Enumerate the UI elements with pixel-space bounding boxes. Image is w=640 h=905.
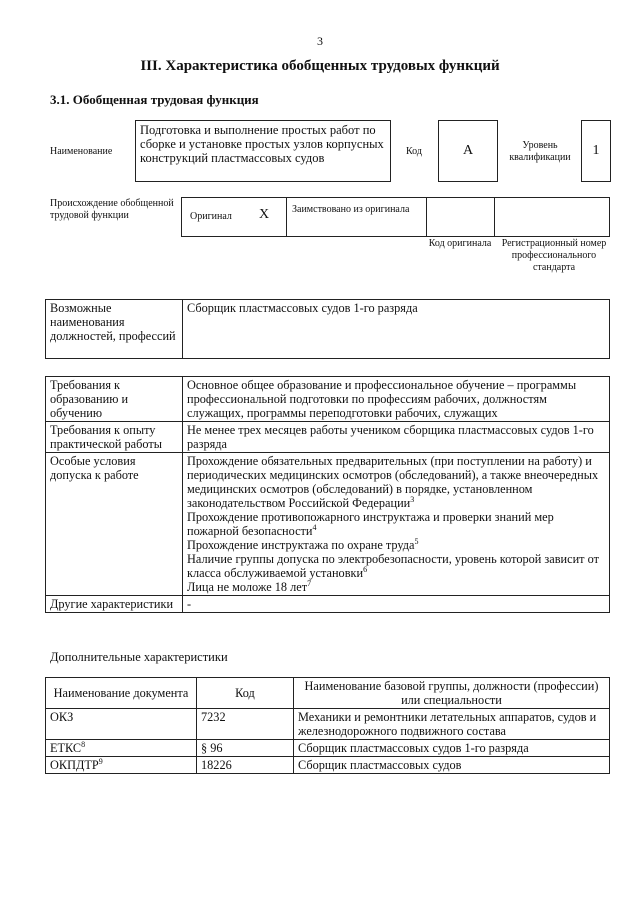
footnote-marker: 3	[410, 494, 415, 504]
other-label: Другие характеристики	[46, 596, 183, 613]
footnote-marker: 9	[98, 756, 103, 766]
table-row	[46, 709, 610, 740]
origin-divider-3	[494, 197, 495, 237]
special-conditions-value	[183, 453, 610, 596]
other-value: -	[183, 596, 610, 613]
header-name: Наименование базовой группы, должности (профессии) или специальности	[294, 678, 610, 709]
code-cell: 7232	[197, 709, 294, 740]
additional-table	[45, 677, 610, 774]
doc-cell: ОКЗ	[46, 709, 197, 740]
positions-row	[46, 300, 610, 359]
section-title: III. Характеристика обобщенных трудовых функций	[140, 58, 500, 74]
positions-value: Сборщик пластмассовых судов 1-го разряда	[183, 300, 610, 359]
experience-value: Не менее трех месяцев работы учеником сборщика пластмассовых судов 1-го разряда	[183, 422, 610, 453]
function-name-value: Подготовка и выполнение простых работ по сборке и установке простых узлов корпусных конструкций пластмассовых судов	[140, 123, 384, 165]
original-label: Оригинал	[190, 211, 232, 222]
origin-divider-1	[286, 197, 287, 237]
positions-table	[45, 299, 610, 359]
original-mark: X	[259, 207, 270, 222]
code-label: Код	[406, 146, 422, 157]
condition-line: Наличие группы допуска по электробезопасности, уровень которой зависит от класса обслуживаемой установки$^6$	[187, 552, 599, 580]
code-original-label: Код оригинала	[428, 238, 492, 249]
borrowed-label: Заимствовано из оригинала	[292, 204, 410, 215]
function-name-box	[135, 120, 391, 182]
table-row	[46, 596, 610, 613]
page-number: 3	[317, 34, 323, 48]
footnote-marker: 6	[363, 564, 368, 574]
requirements-table	[45, 376, 610, 613]
header-document: Наименование документа	[46, 678, 197, 709]
level-value: 1	[592, 143, 600, 158]
condition-line: Лица не моложе 18 лет$^7$	[187, 578, 312, 594]
origin-label: Происхождение обобщенной трудовой функции	[50, 198, 174, 221]
level-box	[581, 120, 611, 182]
footnote-marker: 4	[312, 522, 317, 532]
table-row	[46, 453, 610, 596]
code-box	[438, 120, 498, 182]
name-cell: Сборщик пластмассовых судов	[294, 757, 610, 774]
table-row	[46, 757, 610, 774]
name-cell: Механики и ремонтники летательных аппаратов, судов и железнодорожного подвижного состава	[294, 709, 610, 740]
condition-line: Прохождение противопожарного инструктажа и проверки знаний мер пожарной безопасности$^4$	[187, 510, 554, 538]
education-value: Основное общее образование и профессиональное обучение – программы профессиональной подготовки по профессиям рабочих, должностям служащих, программы переподготовки рабочих, служащих	[183, 377, 610, 422]
subsection-title: 3.1. Обобщенная трудовая функция	[50, 92, 259, 107]
level-label: Уровень квалификации	[509, 140, 571, 163]
additional-title: Дополнительные характеристики	[50, 650, 228, 664]
code-cell: 18226	[197, 757, 294, 774]
education-label: Требования к образованию и обучению	[46, 377, 183, 422]
doc-cell: ОКПДТР$^9$	[46, 757, 197, 774]
header-code: Код	[197, 678, 294, 709]
experience-label: Требования к опыту практической работы	[46, 422, 183, 453]
condition-line: Прохождение инструктажа по охране труда$^5$	[187, 536, 419, 552]
origin-divider-2	[426, 197, 427, 237]
special-conditions-label: Особые условия допуска к работе	[46, 453, 183, 596]
table-row	[46, 740, 610, 757]
doc-cell: ЕТКС$^8$	[46, 740, 197, 757]
origin-row	[181, 197, 610, 237]
name-cell: Сборщик пластмассовых судов 1-го разряда	[294, 740, 610, 757]
registration-number-label: Регистрационный номер профессионального стандарта	[501, 238, 607, 273]
condition-line: Прохождение обязательных предварительных (при поступлении на работу) и периодических медицинских осмотров (обследований), а также внеочередных медицинских осмотров (обследований) в порядке, установленном законодательством Российской Федерации$^3$	[187, 454, 599, 510]
footnote-marker: 5	[414, 536, 419, 546]
table-row	[46, 377, 610, 422]
table-row	[46, 422, 610, 453]
positions-label: Возможные наименования должностей, профессий	[46, 300, 183, 359]
footnote-marker: 7	[307, 578, 312, 588]
code-value: А	[462, 143, 474, 158]
name-label: Наименование	[50, 146, 113, 157]
footnote-marker: 8	[81, 739, 86, 749]
code-cell: § 96	[197, 740, 294, 757]
table-header-row	[46, 678, 610, 709]
